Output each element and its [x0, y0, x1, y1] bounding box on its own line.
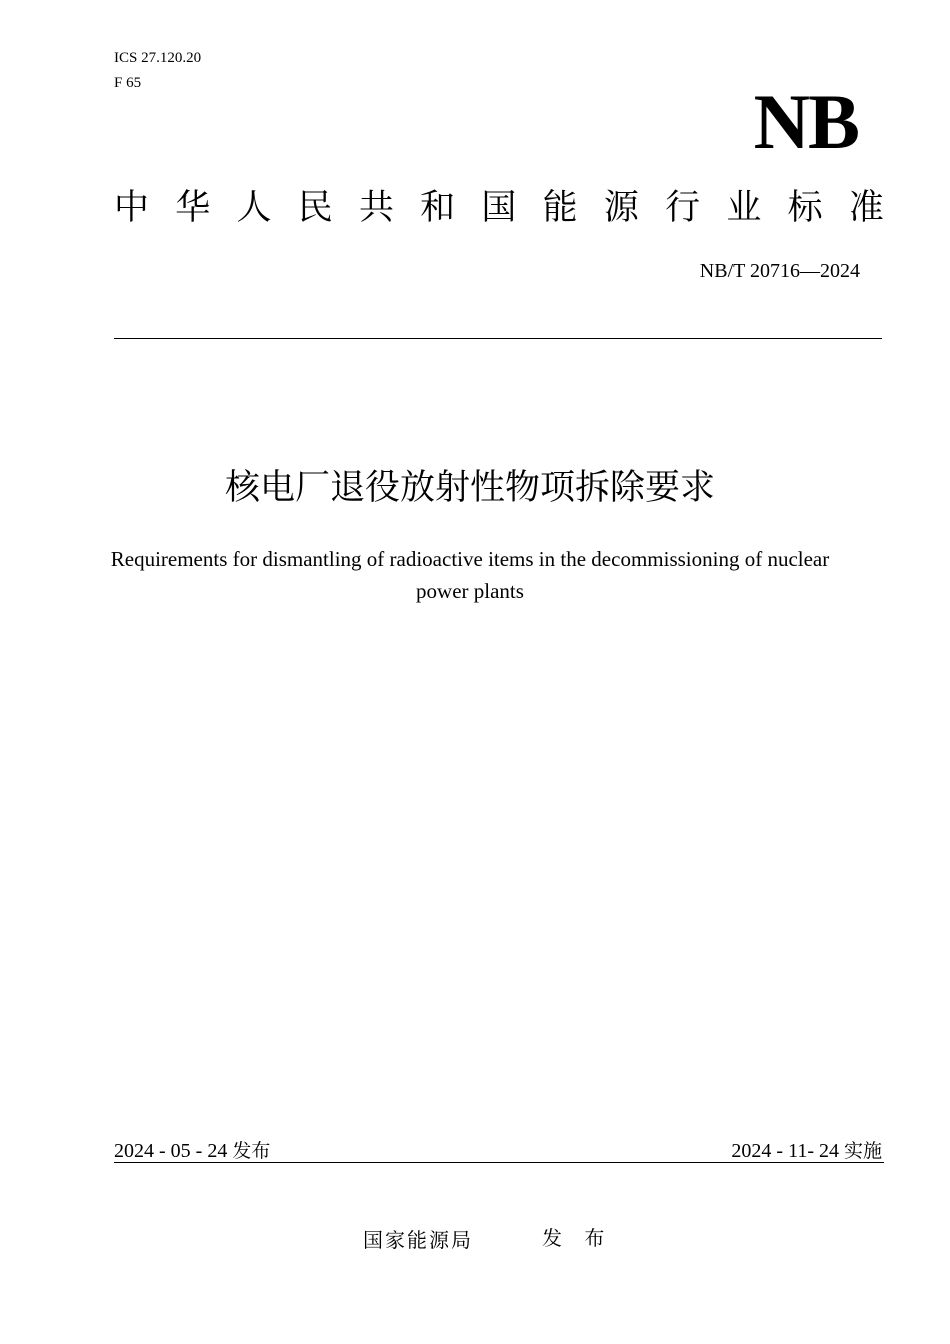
industry-char: 准 — [848, 188, 884, 228]
industry-char: 业 — [726, 188, 762, 228]
issue-date-value: 2024 - 05 - 24 — [114, 1140, 228, 1162]
chinese-title: 核电厂退役放射性物项拆除要求 — [224, 468, 715, 508]
implement-label: 实施 — [843, 1140, 882, 1162]
ccs-code: F 65 — [114, 75, 142, 91]
industry-char: 国 — [481, 188, 517, 228]
issue-label: 发布 — [232, 1140, 271, 1162]
nb-logo: NB — [753, 78, 858, 165]
publisher: 国家能源局 — [363, 1228, 473, 1252]
english-title-line: Requirements for dismantling of radioactive items in the decommissioning of nuclear — [110, 547, 830, 571]
english-title-line: power plants — [416, 579, 524, 603]
publish-word: 发 布 — [542, 1226, 613, 1250]
industry-char: 共 — [358, 188, 394, 228]
standard-number: NB/T 20716—2024 — [699, 260, 860, 282]
industry-char: 行 — [665, 188, 701, 228]
english-title — [60, 543, 880, 607]
industry-char: 民 — [297, 188, 333, 228]
industry-char: 源 — [603, 188, 639, 228]
industry-char: 人 — [236, 188, 272, 228]
industry-char: 华 — [175, 188, 211, 228]
date-divider — [114, 1162, 884, 1163]
implement-date-value: 2024 - 11- 24 — [731, 1140, 839, 1162]
industry-char: 能 — [542, 188, 578, 228]
ics-code: ICS 27.120.20 — [114, 50, 202, 66]
industry-char: 和 — [420, 188, 456, 228]
implement-date — [731, 1138, 882, 1164]
issue-date — [114, 1138, 270, 1164]
industry-char: 中 — [114, 188, 150, 228]
industry-standard-title — [114, 186, 884, 230]
industry-char: 标 — [787, 188, 823, 228]
header-divider — [114, 338, 882, 339]
